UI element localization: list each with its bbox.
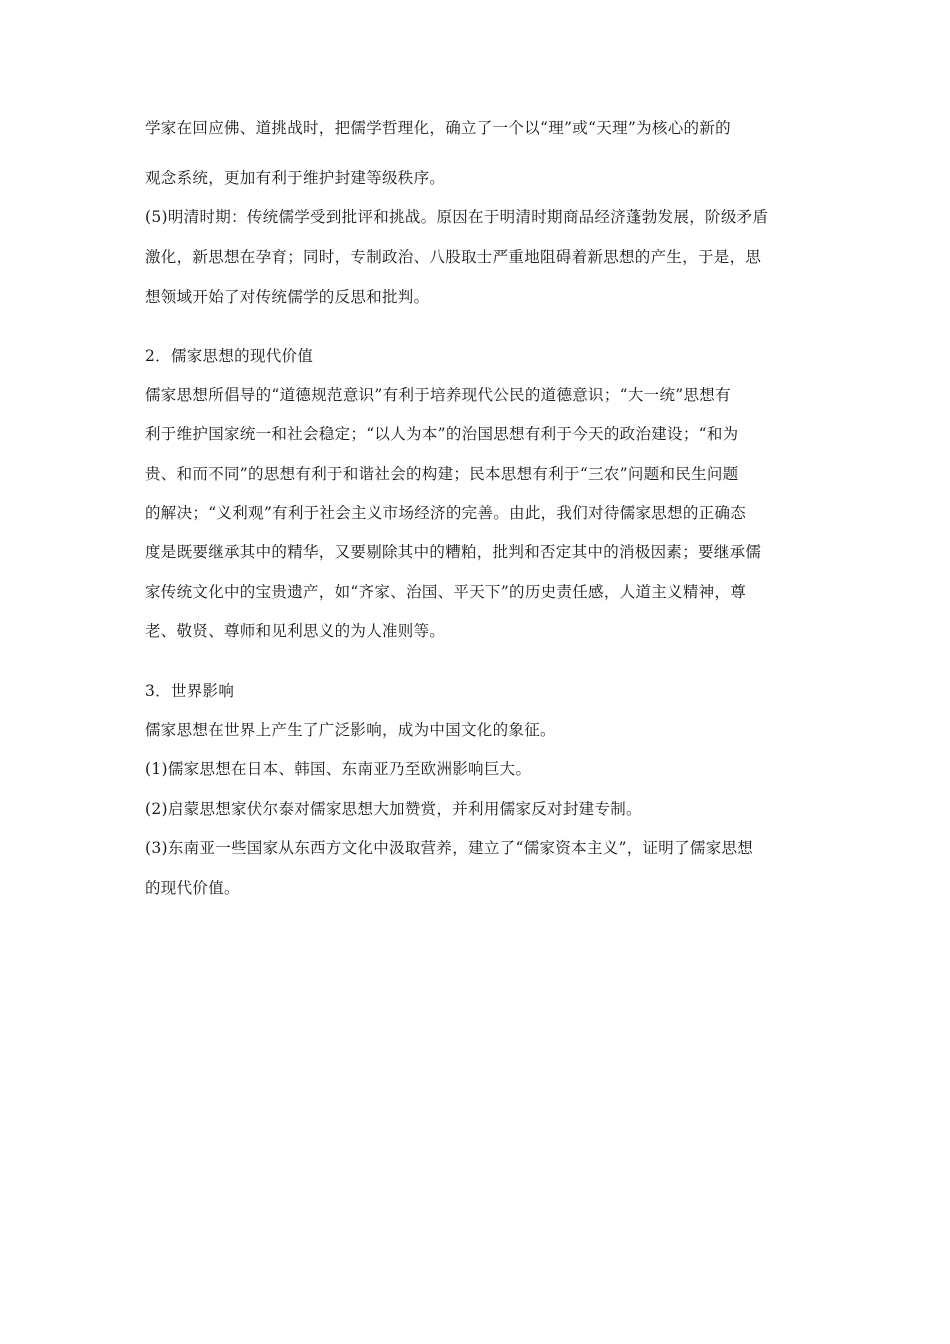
- paragraph-line: (5)明清时期：传统儒学受到批评和挑战。原因在于明清时期商品经济蓬勃发展，阶级矛盾: [145, 208, 769, 226]
- paragraph-line: 的解决；“义利观”有利于社会主义市场经济的完善。由此，我们对待儒家思想的正确态: [145, 504, 747, 522]
- paragraph-line: 贵、和而不同”的思想有利于和谐社会的构建；民本思想有利于“三农”问题和民生问题: [145, 465, 739, 483]
- paragraph-line: 老、敬贤、尊师和见利思义的为人准则等。: [145, 622, 446, 640]
- section-heading: 3．世界影响: [145, 682, 235, 700]
- paragraph-line: 想领域开始了对传统儒学的反思和批判。: [145, 288, 430, 306]
- paragraph-line: 儒家思想所倡导的“道德规范意识”有利于培养现代公民的道德意识；“大一统”思想有: [145, 386, 731, 404]
- paragraph-line: 家传统文化中的宝贵遗产，如“齐家、治国、平天下”的历史责任感，人道主义精神，尊: [145, 583, 747, 601]
- paragraph-line: 观念系统，更加有利于维护封建等级秩序。: [145, 169, 446, 187]
- list-item: (1)儒家思想在日本、韩国、东南亚乃至欧洲影响巨大。: [145, 760, 532, 778]
- paragraph-line: 的现代价值。: [145, 879, 240, 897]
- paragraph-line: 学家在回应佛、道挑战时，把儒学哲理化，确立了一个以“理”或“天理”为核心的新的: [145, 119, 731, 137]
- list-item: (2)启蒙思想家伏尔泰对儒家思想大加赞赏，并利用儒家反对封建专制。: [145, 800, 642, 818]
- paragraph-line: 度是既要继承其中的精华，又要剔除其中的糟粕，批判和否定其中的消极因素；要继承儒: [145, 543, 762, 561]
- section-heading: 2．儒家思想的现代价值: [145, 347, 314, 365]
- paragraph-line: 激化，新思想在孕育；同时，专制政治、八股取士严重地阻碍着新思想的产生，于是，思: [145, 248, 762, 266]
- paragraph-line: 利于维护国家统一和社会稳定；“以人为本”的治国思想有利于今天的政治建设；“和为: [145, 425, 739, 443]
- list-item: (3)东南亚一些国家从东西方文化中汲取营养，建立了“儒家资本主义”，证明了儒家思想: [145, 839, 754, 857]
- paragraph-line: 儒家思想在世界上产生了广泛影响，成为中国文化的象征。: [145, 721, 556, 739]
